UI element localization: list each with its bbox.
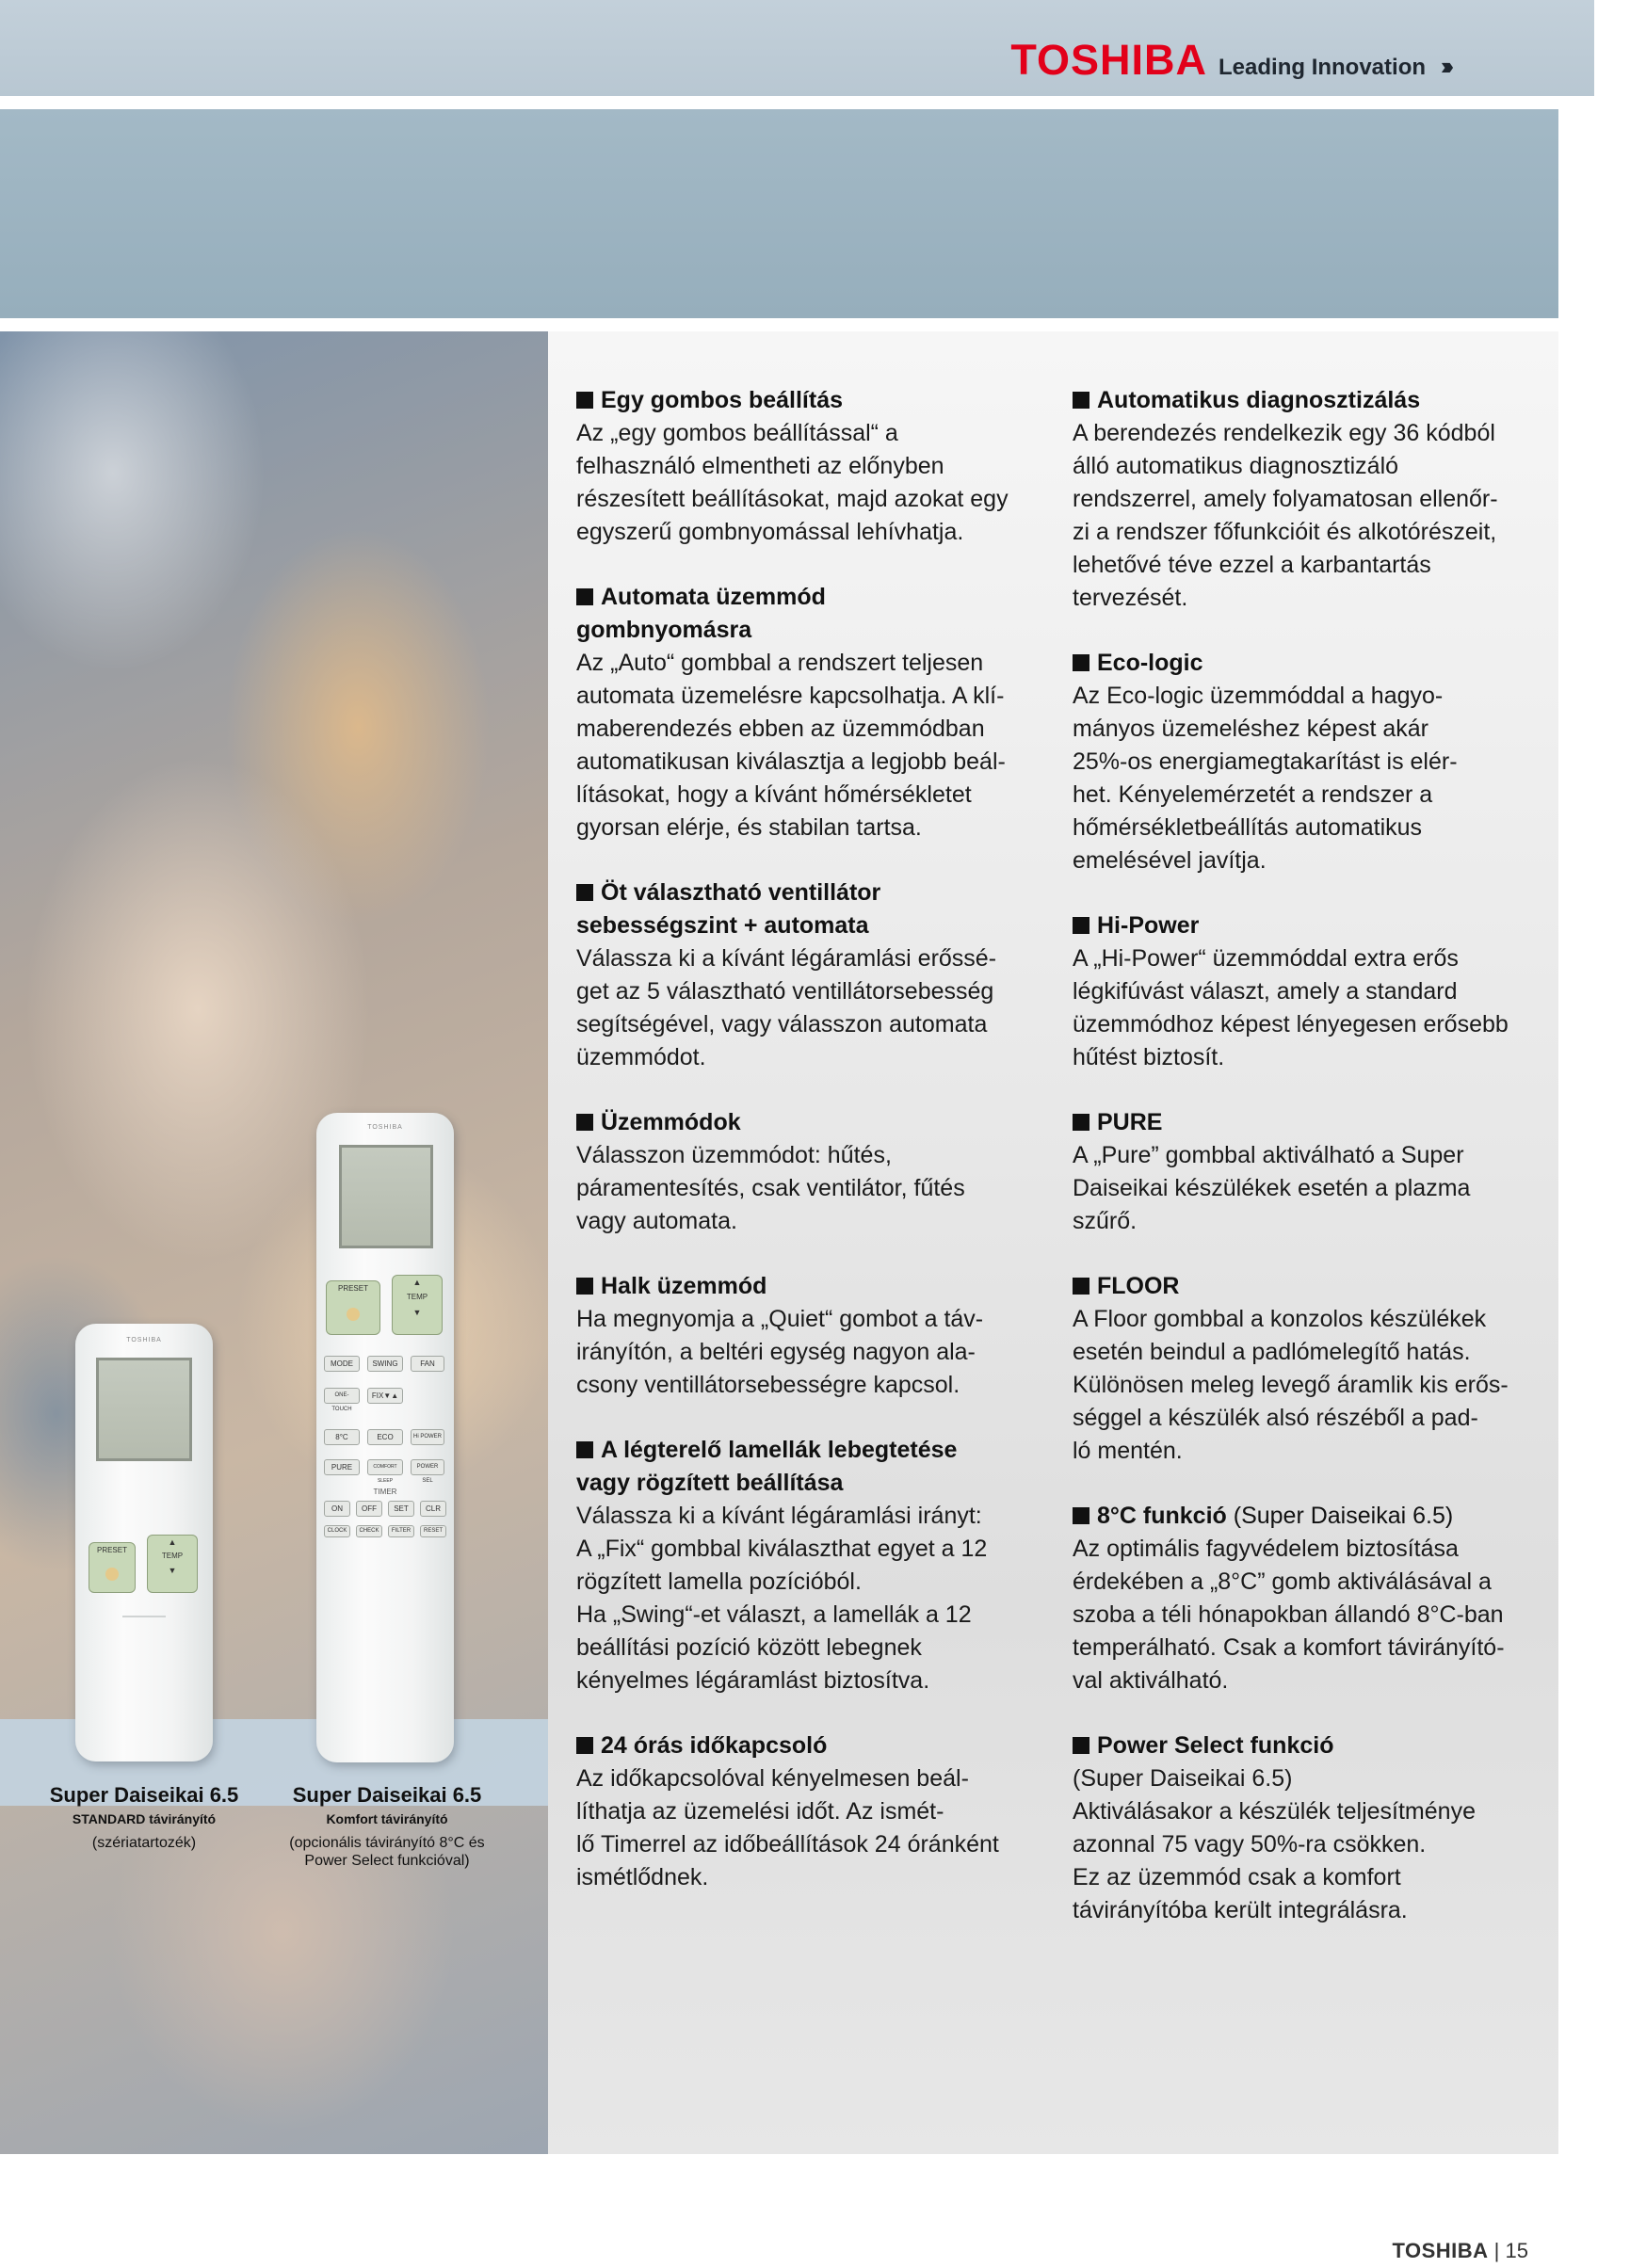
temp-up-icon: ▲ bbox=[168, 1537, 177, 1547]
feature-column-right bbox=[1073, 384, 1553, 1959]
caption-title: Super Daiseikai 6.5 bbox=[49, 1783, 239, 1807]
toshiba-logo: TOSHIBA bbox=[1010, 36, 1208, 84]
feature-section bbox=[576, 1729, 1057, 1894]
brand-lockup bbox=[1010, 36, 1448, 85]
feature-body: Válassza ki a kívánt légáramlási irányt: A „Fix“ gombbal kiválaszthat egyet a 12 rögzített lamella pozícióból. Ha „Swing“-et választ, a lamellák a 12 beállítási pozíció között lebegnek kényelmes légáramlást biztosítva. bbox=[576, 1503, 988, 1694]
caption-standard bbox=[28, 1783, 260, 1852]
feature-title: Öt választható ventillátor bbox=[576, 877, 1057, 909]
page-footer bbox=[1392, 2239, 1528, 2263]
feature-body: A Floor gombbal a konzolos készülékek esetén beindul a padlómelegítő hatás. Különösen meleg levegő áramlik kis erős- séggel a készülék alsó részéből a pad- ló mentén. bbox=[1073, 1306, 1509, 1464]
timer-label: TIMER bbox=[373, 1488, 397, 1496]
feature-section bbox=[576, 877, 1057, 1074]
caption-note: (szériatartozék) bbox=[91, 1835, 197, 1851]
temp-up-icon: ▲ bbox=[412, 1278, 422, 1287]
feature-body: Az optimális fagyvédelem biztosítása érdekében a „8°C” gomb aktiválásával a szoba a téli hónapokban állandó 8°C-ban temperálható. Csak a komfort távirányító- val aktiválható. bbox=[1073, 1536, 1505, 1694]
feature-title: 8°C funkció (Super Daiseikai 6.5) bbox=[1073, 1500, 1553, 1533]
feature-body: (Super Daiseikai 6.5) Aktiválásakor a készülék teljesítménye azonnal 75 vagy 50%-ra csökken. Ez az üzemmód csak a komfort távirányítóba került integrálásra. bbox=[1073, 1765, 1476, 1923]
preset-button: PRESET bbox=[89, 1542, 136, 1593]
bullet-square-icon bbox=[1073, 654, 1089, 671]
fan-button: FAN bbox=[411, 1356, 444, 1372]
fix-arrows-icon: ▼▲ bbox=[383, 1391, 399, 1400]
bullet-square-icon bbox=[576, 1114, 593, 1131]
bullet-square-icon bbox=[1073, 917, 1089, 934]
temp-down-icon: ▼ bbox=[412, 1308, 422, 1317]
remote-divider bbox=[122, 1616, 166, 1617]
bullet-square-icon bbox=[576, 392, 593, 409]
feature-section bbox=[576, 581, 1057, 844]
double-chevron-right-icon: ››› bbox=[1441, 52, 1448, 80]
caption-note: (opcionális távirányító 8°C és Power Select funkcióval) bbox=[289, 1835, 485, 1869]
caption-komfort bbox=[264, 1783, 510, 1870]
caption-title: Super Daiseikai 6.5 bbox=[292, 1783, 482, 1807]
feature-section bbox=[576, 1270, 1057, 1402]
bullet-square-icon bbox=[1073, 1737, 1089, 1754]
feature-section bbox=[1073, 1729, 1553, 1927]
bullet-square-icon bbox=[576, 1278, 593, 1295]
feature-section bbox=[576, 1434, 1057, 1697]
temp-down-icon: ▼ bbox=[168, 1566, 177, 1575]
temp-button: ▲ TEMP ▼ bbox=[147, 1535, 198, 1593]
temp-button: ▲ TEMP ▼ bbox=[392, 1275, 443, 1335]
preset-indicator-icon bbox=[347, 1308, 360, 1321]
feature-title-line2: gombnyomásra bbox=[576, 617, 752, 643]
feature-title: FLOOR bbox=[1073, 1270, 1553, 1303]
bullet-square-icon bbox=[576, 1441, 593, 1458]
remote-brand-print: TOSHIBA bbox=[126, 1337, 162, 1343]
feature-body: Az időkapcsolóval kényelmesen beál- líthatja az üzemelési időt. Az ismét- lő Timerrel az időbeállítások 24 óránként ismétlődnek. bbox=[576, 1765, 999, 1890]
feature-title-note: (Super Daiseikai 6.5) bbox=[1226, 1503, 1454, 1529]
remote-lcd-screen bbox=[339, 1145, 433, 1248]
feature-section bbox=[1073, 1106, 1553, 1238]
feature-section bbox=[1073, 384, 1553, 615]
feature-title: A légterelő lamellák lebegtetése bbox=[576, 1434, 1057, 1467]
caption-subtitle: Komfort távirányító bbox=[326, 1811, 448, 1826]
feature-title: Power Select funkció bbox=[1073, 1729, 1553, 1762]
feature-title: Automatikus diagnosztizálás bbox=[1073, 384, 1553, 417]
feature-title: Egy gombos beállítás bbox=[576, 384, 1057, 417]
remote-lcd-screen bbox=[96, 1358, 192, 1461]
comfort-sleep-button: COMFORT SLEEP bbox=[367, 1459, 403, 1475]
feature-section bbox=[1073, 1500, 1553, 1697]
remote-brand-print: TOSHIBA bbox=[367, 1124, 403, 1131]
feature-title: 24 órás időkapcsoló bbox=[576, 1729, 1057, 1762]
bullet-square-icon bbox=[576, 588, 593, 605]
feature-title: Halk üzemmód bbox=[576, 1270, 1057, 1303]
feature-section bbox=[1073, 1270, 1553, 1468]
power-sel-button: POWER SEL bbox=[411, 1459, 444, 1475]
top-bar bbox=[0, 0, 1594, 96]
feature-section bbox=[576, 1106, 1057, 1238]
eight-c-button: 8°C bbox=[324, 1429, 360, 1445]
feature-section bbox=[576, 384, 1057, 549]
feature-title: Hi-Power bbox=[1073, 909, 1553, 942]
preset-button: PRESET bbox=[326, 1280, 380, 1335]
komfort-remote-image bbox=[316, 1113, 454, 1762]
feature-title: Üzemmódok bbox=[576, 1106, 1057, 1139]
footer-separator: | bbox=[1488, 2239, 1506, 2262]
feature-body: A „Hi-Power“ üzemmóddal extra erős légkifúvást választ, amely a standard üzemmódhoz képest lényegesen erősebb hűtést biztosít. bbox=[1073, 945, 1509, 1070]
eco-button: ECO bbox=[367, 1429, 403, 1445]
hi-power-button: Hi POWER bbox=[411, 1429, 444, 1445]
footer-brand: TOSHIBA bbox=[1392, 2239, 1489, 2262]
feature-column-left bbox=[576, 384, 1057, 1926]
bullet-square-icon bbox=[1073, 392, 1089, 409]
preset-indicator-icon bbox=[105, 1568, 119, 1581]
feature-body: A berendezés rendelkezik egy 36 kódból álló automatikus diagnosztizáló rendszerrel, amely folyamatosan ellenőr- zi a rendszer főfunkcióit és alkotórészeit, lehetővé téve ezzel a karbantartás tervezését. bbox=[1073, 420, 1498, 611]
timer-clr-button: CLR bbox=[420, 1501, 446, 1517]
page-number: 15 bbox=[1505, 2239, 1528, 2262]
clock-button: CLOCK bbox=[324, 1525, 350, 1537]
swing-button: SWING bbox=[367, 1356, 403, 1372]
caption-subtitle: STANDARD távirányító bbox=[72, 1811, 217, 1826]
feature-title: Eco-logic bbox=[1073, 647, 1553, 680]
check-button: CHECK bbox=[356, 1525, 382, 1537]
bullet-square-icon bbox=[1073, 1278, 1089, 1295]
feature-body: A „Pure” gombbal aktiválható a Super Daiseikai készülékek esetén a plazma szűrő. bbox=[1073, 1142, 1471, 1234]
mode-button: MODE bbox=[324, 1356, 360, 1372]
feature-section bbox=[1073, 909, 1553, 1074]
title-band bbox=[0, 109, 1558, 318]
feature-title: PURE bbox=[1073, 1106, 1553, 1139]
timer-off-button: OFF bbox=[356, 1501, 382, 1517]
bullet-square-icon bbox=[576, 1737, 593, 1754]
feature-title-line2: vagy rögzített beállítása bbox=[576, 1470, 844, 1496]
feature-title: Automata üzemmód bbox=[576, 581, 1057, 614]
pure-button: PURE bbox=[324, 1459, 360, 1475]
bullet-square-icon bbox=[1073, 1507, 1089, 1524]
brand-tagline: Leading Innovation bbox=[1218, 55, 1427, 80]
bullet-square-icon bbox=[1073, 1114, 1089, 1131]
standard-remote-image bbox=[75, 1324, 213, 1761]
fix-button: FIX▼▲ bbox=[367, 1388, 403, 1404]
feature-body: Az Eco-logic üzemmóddal a hagyo- mányos üzemeléshez képest akár 25%-os energiamegtakarítást is elér- het. Kényelemérzetét a rendszer a hőmérsékletbeállítás automatikus emelésével javítja. bbox=[1073, 683, 1458, 874]
feature-title-line2: sebességszint + automata bbox=[576, 912, 869, 939]
feature-section bbox=[1073, 647, 1553, 877]
feature-body: Válasszon üzemmódot: hűtés, páramentesítés, csak ventilátor, fűtés vagy automata. bbox=[576, 1142, 965, 1234]
timer-on-button: ON bbox=[324, 1501, 350, 1517]
product-photo bbox=[0, 331, 548, 2154]
reset-button: RESET bbox=[420, 1525, 446, 1537]
bullet-square-icon bbox=[576, 884, 593, 901]
feature-body: Az „egy gombos beállítással“ a felhasználó elmentheti az előnyben részesített beállításokat, majd azokat egy egyszerű gombnyomással lehívhatja. bbox=[576, 420, 1009, 545]
feature-body: Ha megnyomja a „Quiet“ gombot a táv- irányítón, a beltéri egység nagyon ala- csony ventillátorsebességre kapcsol. bbox=[576, 1306, 984, 1398]
feature-body: Az „Auto“ gombbal a rendszert teljesen automata üzemelésre kapcsolhatja. A klí- maberendezés ebben az üzemmódban automatikusan kiválasztja a legjobb beál- lításokat, hogy a kívánt hőmérsékletet gyorsan elérje, és stabilan tartsa. bbox=[576, 650, 1006, 841]
timer-set-button: SET bbox=[388, 1501, 414, 1517]
filter-button: FILTER bbox=[388, 1525, 414, 1537]
feature-body: Válassza ki a kívánt légáramlási erőssé- get az 5 választható ventillátorsebesség segítségével, vagy válasszon automata üzemmódot. bbox=[576, 945, 997, 1070]
one-touch-button: ONE-TOUCH bbox=[324, 1388, 360, 1404]
